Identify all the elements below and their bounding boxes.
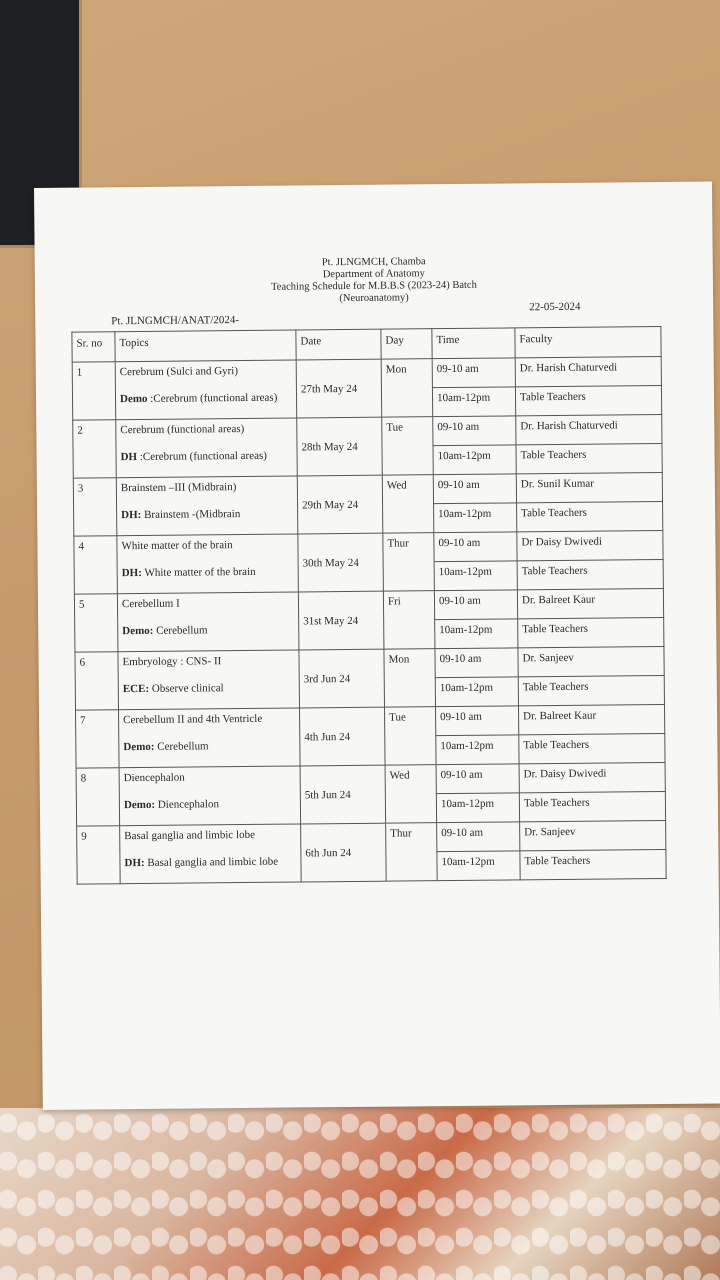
col-day: Day xyxy=(381,329,432,359)
cell-time-1: 09-10 am xyxy=(432,358,515,388)
topic-detail: :Cerebrum (functional areas) xyxy=(147,391,278,405)
cell-date: 4th Jun 24 xyxy=(300,707,386,766)
cell-faculty-2: Table Teachers xyxy=(518,617,664,647)
schedule-document xyxy=(34,181,720,1109)
topic-line-2 xyxy=(122,565,294,581)
topic-detail: Basal ganglia and limbic lobe xyxy=(144,855,279,869)
col-sr: Sr. no xyxy=(72,332,115,362)
cell-day: Thur xyxy=(383,533,435,591)
topic-line-1: Diencephalon xyxy=(123,771,185,785)
topic-line-2 xyxy=(124,797,296,813)
cell-topic xyxy=(117,592,299,652)
cell-sr: 8 xyxy=(76,768,120,826)
cell-time-2: 10am-12pm xyxy=(434,561,517,591)
cell-faculty-1: Dr. Sunil Kumar xyxy=(516,472,662,502)
cell-sr: 2 xyxy=(73,420,117,478)
topic-tag: DH: xyxy=(124,856,145,870)
topic-line-2 xyxy=(123,681,295,697)
cell-time-2: 10am-12pm xyxy=(435,677,518,707)
cell-time-2: 10am-12pm xyxy=(437,851,520,881)
cell-time-2: 10am-12pm xyxy=(432,387,515,417)
topic-line-2 xyxy=(121,507,293,523)
cell-sr: 6 xyxy=(75,652,119,710)
cell-faculty-1: Dr. Balreet Kaur xyxy=(518,704,664,734)
cell-topic xyxy=(116,418,298,478)
topic-detail: :Cerebrum (functional areas) xyxy=(137,449,267,464)
topic-tag: Demo: xyxy=(123,798,156,812)
cell-sr: 4 xyxy=(74,536,118,594)
cell-day: Wed xyxy=(385,765,437,823)
col-topics: Topics xyxy=(115,330,296,362)
cell-faculty-1: Dr. Sanjeev xyxy=(520,820,666,850)
cell-day: Mon xyxy=(381,359,433,417)
schedule-table xyxy=(71,326,666,885)
institution-name: Pt. JLNGMCH, Chamba xyxy=(321,256,426,269)
col-faculty: Faculty xyxy=(515,326,661,357)
cell-day: Mon xyxy=(384,649,436,707)
topic-tag: Demo: xyxy=(122,624,154,638)
cell-topic xyxy=(119,708,301,768)
topic-tag: DH: xyxy=(121,566,142,580)
cell-time-1: 09-10 am xyxy=(435,706,518,736)
topic-line-2 xyxy=(123,739,295,755)
topic-tag: Demo: xyxy=(123,740,155,754)
cell-date: 29th May 24 xyxy=(297,475,383,534)
department-name: Department of Anatomy xyxy=(322,268,425,281)
cell-faculty-1: Dr Daisy Dwivedi xyxy=(517,530,663,560)
topic-tag: DH xyxy=(120,451,138,464)
cell-time-2: 10am-12pm xyxy=(433,445,516,475)
col-time: Time xyxy=(432,328,515,359)
topic-detail: Cerebellum xyxy=(153,624,208,637)
cell-sr: 1 xyxy=(72,362,116,420)
cell-faculty-2: Table Teachers xyxy=(518,675,664,705)
topic-line-1: Cerebellum I xyxy=(121,597,180,611)
cell-topic xyxy=(117,534,299,594)
cell-faculty-2: Table Teachers xyxy=(519,791,665,821)
cell-date: 6th Jun 24 xyxy=(301,823,387,882)
topic-line-2 xyxy=(120,391,292,407)
cell-faculty-1: Dr. Daisy Dwivedi xyxy=(519,762,665,792)
topic-line-1: White matter of the brain xyxy=(121,539,233,553)
cell-date: 5th Jun 24 xyxy=(300,765,386,824)
cell-sr: 9 xyxy=(77,826,121,884)
cell-faculty-2: Table Teachers xyxy=(517,559,663,589)
topic-line-1: Embryology : CNS- II xyxy=(122,655,222,669)
topic-line-2 xyxy=(122,623,294,639)
cell-topic xyxy=(115,360,297,420)
cell-sr: 5 xyxy=(74,594,118,652)
cell-day: Tue xyxy=(382,417,434,475)
cell-topic xyxy=(118,650,300,710)
cell-faculty-2: Table Teachers xyxy=(520,849,666,879)
cell-sr: 7 xyxy=(76,710,120,768)
cell-sr: 3 xyxy=(73,478,117,536)
reference-number: Pt. JLNGMCH/ANAT/2024- xyxy=(111,314,240,328)
cell-faculty-1: Dr. Balreet Kaur xyxy=(517,588,663,618)
topic-tag: DH: xyxy=(121,508,142,522)
fabric-background xyxy=(0,1108,720,1280)
topic-line-1: Cerebrum (Sulci and Gyri) xyxy=(119,365,239,379)
cell-topic xyxy=(120,824,302,884)
cell-day: Wed xyxy=(382,475,434,533)
col-date: Date xyxy=(296,329,381,360)
topic-tag: ECE: xyxy=(122,682,150,696)
topic-detail: Diencephalon xyxy=(155,798,219,811)
cell-date: 3rd Jun 24 xyxy=(299,649,385,708)
cell-day: Thur xyxy=(386,823,438,881)
cell-faculty-2: Table Teachers xyxy=(519,733,665,763)
cell-faculty-1: Dr. Sanjeev xyxy=(518,646,664,676)
cell-faculty-2: Table Teachers xyxy=(517,501,663,531)
topic-tag: Demo xyxy=(119,392,148,406)
topic-line-2 xyxy=(121,449,293,465)
cell-date: 30th May 24 xyxy=(298,533,384,592)
cell-time-1: 09-10 am xyxy=(436,764,519,794)
cell-time-1: 09-10 am xyxy=(433,474,516,504)
topic-detail: Cerebellum xyxy=(154,740,209,753)
topic-detail: Brainstem -(Midbrain xyxy=(141,508,241,521)
cell-date: 27th May 24 xyxy=(296,359,382,418)
cell-day: Fri xyxy=(383,591,435,649)
topic-line-1: Brainstem –III (Midbrain) xyxy=(120,481,237,495)
cell-time-2: 10am-12pm xyxy=(434,503,517,533)
topic-line-1: Cerebrum (functional areas) xyxy=(120,422,245,437)
cell-faculty-2: Table Teachers xyxy=(515,385,661,415)
document-subtitle: (Neuroanatomy) xyxy=(339,292,409,305)
cell-faculty-2: Table Teachers xyxy=(516,443,662,473)
cell-time-1: 09-10 am xyxy=(435,648,518,678)
document-title: Teaching Schedule for M.B.B.S (2023-24) Batch xyxy=(271,279,477,293)
topic-detail: Observe clinical xyxy=(149,682,224,695)
cell-faculty-1: Dr. Harish Chaturvedi xyxy=(516,414,662,444)
cell-time-1: 09-10 am xyxy=(433,416,516,446)
cell-topic xyxy=(116,476,298,536)
cell-time-1: 09-10 am xyxy=(434,532,517,562)
cell-date: 28th May 24 xyxy=(297,417,383,476)
cell-time-1: 09-10 am xyxy=(437,822,520,852)
cell-time-1: 09-10 am xyxy=(434,590,517,620)
topic-line-2 xyxy=(124,855,296,871)
cell-time-2: 10am-12pm xyxy=(436,735,519,765)
cell-date: 31st May 24 xyxy=(298,591,384,650)
document-date: 22-05-2024 xyxy=(529,300,581,314)
topic-line-1: Basal ganglia and limbic lobe xyxy=(124,828,256,843)
cell-time-2: 10am-12pm xyxy=(435,619,518,649)
cell-topic xyxy=(119,766,301,826)
topic-line-1: Cerebellum II and 4th Ventricle xyxy=(123,712,263,727)
cell-day: Tue xyxy=(384,707,436,765)
topic-detail: White matter of the brain xyxy=(141,565,256,579)
cell-faculty-1: Dr. Harish Chaturvedi xyxy=(515,356,661,386)
cell-time-2: 10am-12pm xyxy=(436,793,519,823)
